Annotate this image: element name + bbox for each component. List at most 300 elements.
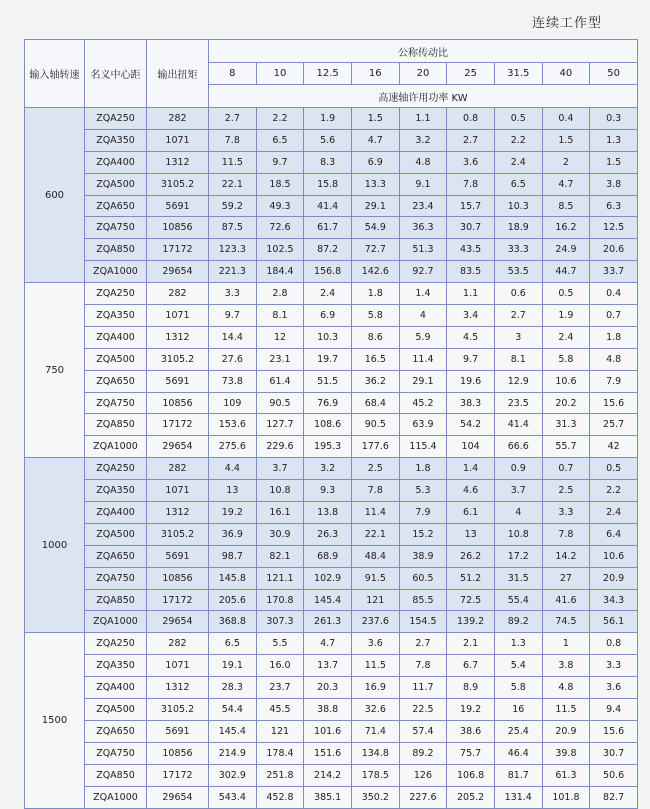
torque-cell: 10856 (147, 217, 209, 239)
power-cell: 60.5 (399, 567, 447, 589)
power-cell: 2.7 (399, 633, 447, 655)
power-cell: 48.4 (351, 545, 399, 567)
power-cell: 33.3 (494, 239, 542, 261)
power-cell: 90.5 (256, 392, 304, 414)
power-cell: 10.6 (590, 545, 638, 567)
power-cell: 92.7 (399, 261, 447, 283)
power-cell: 4.4 (209, 458, 257, 480)
torque-cell: 5691 (147, 545, 209, 567)
power-cell: 38.8 (304, 699, 352, 721)
power-cell: 20.9 (590, 567, 638, 589)
power-cell: 26.3 (304, 523, 352, 545)
power-cell: 6.1 (447, 502, 495, 524)
power-cell: 71.4 (351, 720, 399, 742)
power-cell: 543.4 (209, 786, 257, 808)
ratio-header: 31.5 (494, 63, 542, 85)
power-cell: 121.1 (256, 567, 304, 589)
power-cell: 385.1 (304, 786, 352, 808)
power-cell: 11.4 (351, 502, 399, 524)
power-cell: 11.7 (399, 677, 447, 699)
power-cell: 6.7 (447, 655, 495, 677)
power-cell: 9.4 (590, 699, 638, 721)
model-cell: ZQA750 (85, 742, 147, 764)
power-cell: 9.7 (447, 348, 495, 370)
power-cell: 4 (399, 305, 447, 327)
power-cell: 123.3 (209, 239, 257, 261)
power-cell: 11.5 (209, 151, 257, 173)
power-cell: 145.4 (304, 589, 352, 611)
power-cell: 1.8 (399, 458, 447, 480)
power-cell: 0.8 (590, 633, 638, 655)
power-cell: 23.7 (256, 677, 304, 699)
power-cell: 1.5 (590, 151, 638, 173)
power-cell: 156.8 (304, 261, 352, 283)
ratio-header: 10 (256, 63, 304, 85)
power-unit-header: 高速轴许用功率 KW (209, 85, 638, 108)
power-cell: 33.7 (590, 261, 638, 283)
power-cell: 36.2 (351, 370, 399, 392)
power-cell: 82.7 (590, 786, 638, 808)
power-cell: 36.3 (399, 217, 447, 239)
power-cell: 3.2 (304, 458, 352, 480)
power-cell: 87.2 (304, 239, 352, 261)
power-cell: 30.7 (590, 742, 638, 764)
model-cell: ZQA650 (85, 720, 147, 742)
power-cell: 54.9 (351, 217, 399, 239)
torque-cell: 282 (147, 108, 209, 130)
power-cell: 3.7 (256, 458, 304, 480)
power-cell: 22.5 (399, 699, 447, 721)
power-cell: 29.1 (399, 370, 447, 392)
model-cell: ZQA350 (85, 480, 147, 502)
power-cell: 115.4 (399, 436, 447, 458)
power-cell: 7.8 (209, 129, 257, 151)
torque-cell: 1071 (147, 480, 209, 502)
table-row (25, 655, 638, 677)
input-speed-header: 输入轴转速 (25, 40, 85, 108)
power-cell: 1.1 (399, 108, 447, 130)
power-cell: 14.4 (209, 326, 257, 348)
power-cell: 350.2 (351, 786, 399, 808)
power-cell: 178.5 (351, 764, 399, 786)
model-cell: ZQA750 (85, 567, 147, 589)
power-cell: 0.9 (494, 458, 542, 480)
power-cell: 184.4 (256, 261, 304, 283)
table-body (25, 108, 638, 809)
model-cell: ZQA500 (85, 523, 147, 545)
table-row (25, 589, 638, 611)
torque-cell: 17172 (147, 239, 209, 261)
power-cell: 0.7 (590, 305, 638, 327)
power-cell: 56.1 (590, 611, 638, 633)
power-cell: 85.5 (399, 589, 447, 611)
power-cell: 13 (447, 523, 495, 545)
model-cell: ZQA400 (85, 677, 147, 699)
model-cell: ZQA850 (85, 414, 147, 436)
power-cell: 5.3 (399, 480, 447, 502)
power-cell: 15.6 (590, 392, 638, 414)
power-cell: 0.3 (590, 108, 638, 130)
power-cell: 1.3 (590, 129, 638, 151)
power-cell: 72.6 (256, 217, 304, 239)
power-cell: 275.6 (209, 436, 257, 458)
power-cell: 8.3 (304, 151, 352, 173)
power-cell: 3.7 (494, 480, 542, 502)
power-cell: 16.0 (256, 655, 304, 677)
power-cell: 63.9 (399, 414, 447, 436)
power-cell: 76.9 (304, 392, 352, 414)
table-row (25, 370, 638, 392)
power-cell: 2.1 (447, 633, 495, 655)
power-cell: 68.9 (304, 545, 352, 567)
power-cell: 0.6 (494, 283, 542, 305)
model-cell: ZQA500 (85, 173, 147, 195)
model-header: 名义中心距 (85, 40, 147, 108)
power-cell: 26.2 (447, 545, 495, 567)
table-row (25, 742, 638, 764)
power-cell: 10.3 (304, 326, 352, 348)
torque-cell: 1312 (147, 326, 209, 348)
power-cell: 2.4 (590, 502, 638, 524)
power-cell: 4.6 (447, 480, 495, 502)
power-cell: 19.2 (447, 699, 495, 721)
power-cell: 2.2 (494, 129, 542, 151)
power-cell: 14.2 (542, 545, 590, 567)
ratio-group-header: 公称传动比 (209, 40, 638, 63)
model-cell: ZQA1000 (85, 786, 147, 808)
power-cell: 75.7 (447, 742, 495, 764)
power-cell: 2 (542, 151, 590, 173)
torque-cell: 5691 (147, 370, 209, 392)
model-cell: ZQA350 (85, 305, 147, 327)
power-cell: 61.3 (542, 764, 590, 786)
power-cell: 9.7 (209, 305, 257, 327)
table-row (25, 129, 638, 151)
power-cell: 154.5 (399, 611, 447, 633)
power-cell: 68.4 (351, 392, 399, 414)
power-cell: 19.7 (304, 348, 352, 370)
input-speed-cell: 1500 (25, 633, 85, 808)
power-cell: 1 (542, 633, 590, 655)
power-cell: 18.9 (494, 217, 542, 239)
power-cell: 16 (494, 699, 542, 721)
power-cell: 302.9 (209, 764, 257, 786)
power-cell: 108.6 (304, 414, 352, 436)
power-cell: 145.4 (209, 720, 257, 742)
model-cell: ZQA250 (85, 633, 147, 655)
power-cell: 9.3 (304, 480, 352, 502)
power-cell: 178.4 (256, 742, 304, 764)
torque-cell: 1071 (147, 655, 209, 677)
power-cell: 25.4 (494, 720, 542, 742)
power-cell: 72.5 (447, 589, 495, 611)
table-row (25, 151, 638, 173)
power-cell: 1.4 (399, 283, 447, 305)
model-cell: ZQA650 (85, 545, 147, 567)
power-cell: 205.2 (447, 786, 495, 808)
power-cell: 91.5 (351, 567, 399, 589)
power-cell: 74.5 (542, 611, 590, 633)
table-row (25, 567, 638, 589)
power-cell: 4.7 (542, 173, 590, 195)
model-cell: ZQA500 (85, 348, 147, 370)
input-speed-cell: 600 (25, 108, 85, 283)
power-cell: 7.8 (351, 480, 399, 502)
model-cell: ZQA350 (85, 129, 147, 151)
ratio-header: 12.5 (304, 63, 352, 85)
model-cell: ZQA850 (85, 589, 147, 611)
power-cell: 101.6 (304, 720, 352, 742)
torque-cell: 1071 (147, 129, 209, 151)
torque-cell: 17172 (147, 589, 209, 611)
power-cell: 3.6 (447, 151, 495, 173)
power-cell: 10.8 (256, 480, 304, 502)
table-row (25, 108, 638, 130)
ratio-header: 8 (209, 63, 257, 85)
power-cell: 38.3 (447, 392, 495, 414)
table-row (25, 611, 638, 633)
table-row (25, 173, 638, 195)
power-cell: 3.4 (447, 305, 495, 327)
power-cell: 214.9 (209, 742, 257, 764)
power-cell: 46.4 (494, 742, 542, 764)
torque-cell: 10856 (147, 392, 209, 414)
power-cell: 1.9 (542, 305, 590, 327)
torque-cell: 1312 (147, 502, 209, 524)
power-cell: 45.5 (256, 699, 304, 721)
power-cell: 2.5 (351, 458, 399, 480)
power-cell: 4.7 (304, 633, 352, 655)
power-cell: 16.9 (351, 677, 399, 699)
power-cell: 10.8 (494, 523, 542, 545)
power-cell: 5.6 (304, 129, 352, 151)
power-cell: 53.5 (494, 261, 542, 283)
power-cell: 55.4 (494, 589, 542, 611)
model-cell: ZQA350 (85, 655, 147, 677)
power-cell: 11.4 (399, 348, 447, 370)
power-cell: 20.3 (304, 677, 352, 699)
power-cell: 72.7 (351, 239, 399, 261)
power-cell: 13.3 (351, 173, 399, 195)
power-cell: 368.8 (209, 611, 257, 633)
model-cell: ZQA250 (85, 283, 147, 305)
power-cell: 6.9 (304, 305, 352, 327)
power-cell: 261.3 (304, 611, 352, 633)
power-cell: 1.3 (494, 633, 542, 655)
power-cell: 45.2 (399, 392, 447, 414)
power-cell: 30.9 (256, 523, 304, 545)
power-cell: 15.7 (447, 195, 495, 217)
table-row (25, 633, 638, 655)
power-cell: 251.8 (256, 764, 304, 786)
power-cell: 229.6 (256, 436, 304, 458)
power-cell: 15.6 (590, 720, 638, 742)
table-row (25, 764, 638, 786)
power-cell: 55.7 (542, 436, 590, 458)
table-row (25, 217, 638, 239)
torque-cell: 1312 (147, 151, 209, 173)
model-cell: ZQA650 (85, 195, 147, 217)
power-cell: 41.6 (542, 589, 590, 611)
power-cell: 0.8 (447, 108, 495, 130)
torque-cell: 3105.2 (147, 523, 209, 545)
power-cell: 43.5 (447, 239, 495, 261)
torque-cell: 10856 (147, 567, 209, 589)
power-cell: 49.3 (256, 195, 304, 217)
torque-cell: 10856 (147, 742, 209, 764)
torque-cell: 3105.2 (147, 699, 209, 721)
power-cell: 31.3 (542, 414, 590, 436)
torque-cell: 282 (147, 633, 209, 655)
power-cell: 61.4 (256, 370, 304, 392)
power-cell: 6.9 (351, 151, 399, 173)
power-cell: 6.5 (209, 633, 257, 655)
power-cell: 7.9 (590, 370, 638, 392)
model-cell: ZQA1000 (85, 611, 147, 633)
power-cell: 83.5 (447, 261, 495, 283)
ratio-header: 20 (399, 63, 447, 85)
power-cell: 20.2 (542, 392, 590, 414)
power-cell: 8.9 (447, 677, 495, 699)
power-cell: 51.2 (447, 567, 495, 589)
ratio-header: 25 (447, 63, 495, 85)
torque-cell: 1071 (147, 305, 209, 327)
power-cell: 4.8 (542, 677, 590, 699)
power-cell: 2.2 (256, 108, 304, 130)
power-cell: 54.2 (447, 414, 495, 436)
power-cell: 151.6 (304, 742, 352, 764)
power-cell: 1.5 (542, 129, 590, 151)
power-cell: 5.8 (542, 348, 590, 370)
power-cell: 145.8 (209, 567, 257, 589)
model-cell: ZQA400 (85, 326, 147, 348)
power-cell: 2.7 (447, 129, 495, 151)
table-row (25, 677, 638, 699)
power-cell: 1.8 (590, 326, 638, 348)
power-cell: 307.3 (256, 611, 304, 633)
power-cell: 126 (399, 764, 447, 786)
power-cell: 7.8 (399, 655, 447, 677)
power-cell: 5.8 (494, 677, 542, 699)
power-cell: 16.5 (351, 348, 399, 370)
power-cell: 34.3 (590, 589, 638, 611)
torque-cell: 3105.2 (147, 173, 209, 195)
power-cell: 3.6 (351, 633, 399, 655)
power-cell: 27.6 (209, 348, 257, 370)
power-cell: 227.6 (399, 786, 447, 808)
power-cell: 9.1 (399, 173, 447, 195)
model-cell: ZQA400 (85, 151, 147, 173)
power-cell: 5.5 (256, 633, 304, 655)
power-cell: 3.6 (590, 677, 638, 699)
model-cell: ZQA750 (85, 392, 147, 414)
power-cell: 66.6 (494, 436, 542, 458)
power-cell: 23.5 (494, 392, 542, 414)
model-cell: ZQA1000 (85, 261, 147, 283)
power-cell: 127.7 (256, 414, 304, 436)
power-cell: 8.1 (494, 348, 542, 370)
page-title: 连续工作型 (532, 16, 603, 31)
power-cell: 6.5 (494, 173, 542, 195)
power-cell: 11.5 (351, 655, 399, 677)
power-cell: 0.4 (590, 283, 638, 305)
power-cell: 19.1 (209, 655, 257, 677)
table-row (25, 502, 638, 524)
power-cell: 6.4 (590, 523, 638, 545)
ratio-header: 16 (351, 63, 399, 85)
table-row (25, 414, 638, 436)
power-cell: 153.6 (209, 414, 257, 436)
model-cell: ZQA500 (85, 699, 147, 721)
power-cell: 134.8 (351, 742, 399, 764)
power-cell: 24.9 (542, 239, 590, 261)
power-cell: 38.6 (447, 720, 495, 742)
torque-cell: 17172 (147, 414, 209, 436)
power-cell: 25.7 (590, 414, 638, 436)
power-cell: 2.2 (590, 480, 638, 502)
torque-cell: 29654 (147, 611, 209, 633)
model-cell: ZQA1000 (85, 436, 147, 458)
power-cell: 177.6 (351, 436, 399, 458)
power-cell: 87.5 (209, 217, 257, 239)
power-cell: 0.7 (542, 458, 590, 480)
power-cell: 2.8 (256, 283, 304, 305)
torque-cell: 282 (147, 283, 209, 305)
power-cell: 89.2 (399, 742, 447, 764)
input-speed-cell: 750 (25, 283, 85, 458)
power-cell: 2.5 (542, 480, 590, 502)
power-cell: 44.7 (542, 261, 590, 283)
power-cell: 139.2 (447, 611, 495, 633)
power-cell: 23.4 (399, 195, 447, 217)
power-cell: 1.1 (447, 283, 495, 305)
power-cell: 3.8 (542, 655, 590, 677)
power-cell: 3.3 (590, 655, 638, 677)
power-cell: 30.7 (447, 217, 495, 239)
power-cell: 221.3 (209, 261, 257, 283)
power-cell: 102.5 (256, 239, 304, 261)
table-row (25, 392, 638, 414)
power-cell: 121 (351, 589, 399, 611)
table-row (25, 480, 638, 502)
power-cell: 61.7 (304, 217, 352, 239)
power-cell: 106.8 (447, 764, 495, 786)
power-cell: 54.4 (209, 699, 257, 721)
power-cell: 2.4 (542, 326, 590, 348)
table-row (25, 699, 638, 721)
power-cell: 42 (590, 436, 638, 458)
power-cell: 51.3 (399, 239, 447, 261)
power-cell: 237.6 (351, 611, 399, 633)
table-row (25, 261, 638, 283)
power-cell: 20.9 (542, 720, 590, 742)
power-cell: 1.5 (351, 108, 399, 130)
table-row (25, 195, 638, 217)
input-speed-cell: 1000 (25, 458, 85, 633)
power-cell: 10.6 (542, 370, 590, 392)
output-torque-header: 输出扭矩 (147, 40, 209, 108)
power-cell: 452.8 (256, 786, 304, 808)
power-cell: 5.4 (494, 655, 542, 677)
power-cell: 4.8 (590, 348, 638, 370)
torque-cell: 5691 (147, 195, 209, 217)
ratio-header: 40 (542, 63, 590, 85)
power-cell: 7.8 (447, 173, 495, 195)
power-cell: 98.7 (209, 545, 257, 567)
power-cell: 19.2 (209, 502, 257, 524)
power-cell: 2.4 (304, 283, 352, 305)
power-cell: 22.1 (351, 523, 399, 545)
